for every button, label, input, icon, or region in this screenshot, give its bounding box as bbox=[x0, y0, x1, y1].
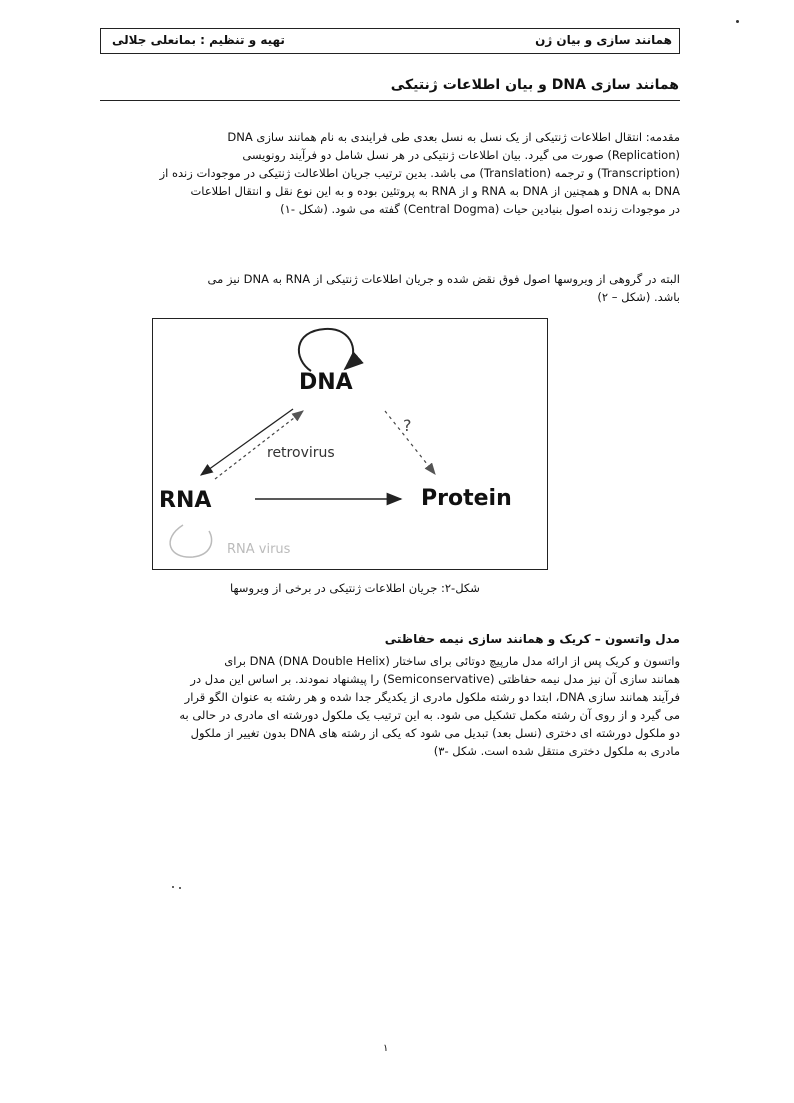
section-line: مادری به ملکول دختری منتقل شده است. شکل -۳) bbox=[433, 744, 680, 758]
intro-line: DNA به DNA و همچنین از DNA به RNA و از RNA به پروتئین بوده و به این نوع نقل و انتقال اطلاعات bbox=[190, 184, 680, 198]
section-line: دو ملکول دورشته ای دختری (نسل بعد) تبدیل می شود که یکی از رشته های DNA بدون تغییر از ملکول bbox=[190, 726, 680, 740]
rna-label: RNA bbox=[159, 488, 212, 513]
section-line: همانند سازی آن نیز مدل نیمه حفاظتی (Semiconservative) را پیشنهاد نمودند. بر اساس این مدل در bbox=[190, 672, 680, 686]
rna-virus-label: RNA virus bbox=[227, 542, 291, 557]
header-author: تهیه و تنظیم : بمانعلی جلالی bbox=[112, 33, 285, 47]
header-topic: همانند سازی و بیان ژن bbox=[535, 33, 672, 47]
dna-label: DNA bbox=[299, 370, 353, 395]
section-line: می گیرد و از روی آن رشته مکمل تشکیل می شود. به این ترتیب یک ملکول دورشته ای مادری در حالی به bbox=[179, 708, 680, 722]
section-line: فرآیند همانند سازی DNA، ابتدا دو رشته ملکول مادری از یکدیگر جدا شده و هر رشته به عنوان الگو قرار bbox=[184, 690, 680, 704]
scan-speck bbox=[172, 886, 174, 888]
protein-label: Protein bbox=[421, 486, 512, 511]
note-line: البته در گروهی از ویروسها اصول فوق نقض شده و جریان اطلاعات ژنتیکی از RNA به DNA نیز می bbox=[207, 272, 680, 286]
section-heading: مدل واتسون – کریک و همانند سازی نیمه حفاظتی bbox=[384, 632, 680, 646]
figure-caption: شکل-۲: جریان اطلاعات ژنتیکی در برخی از ویروسها bbox=[230, 581, 480, 595]
intro-line: (Transcription) و ترجمه (Translation) می باشد. بدین ترتیب جریان اطلاعالت ژنتیکی در موجودات زنده از bbox=[159, 166, 680, 180]
question-mark: ? bbox=[403, 416, 412, 435]
page-number: ۱ bbox=[383, 1043, 389, 1054]
section-paragraph bbox=[114, 652, 680, 760]
note-line: باشد. (شکل – ۲) bbox=[597, 290, 680, 304]
intro-line: در موجودات زنده اصول بنیادین حیات (Central Dogma) گفته می شود. (شکل -۱) bbox=[280, 202, 680, 216]
dna-replication-loop bbox=[299, 329, 353, 371]
title-divider bbox=[100, 100, 680, 101]
section-line: واتسون و کریک پس از ارائه مدل مارپیچ دوتائی برای ساختار DNA (DNA Double Helix) برای bbox=[224, 654, 680, 668]
note-paragraph bbox=[124, 270, 680, 306]
genetic-flow-diagram bbox=[153, 319, 546, 568]
rna-replication-loop bbox=[170, 525, 211, 557]
intro-paragraph bbox=[124, 128, 680, 218]
transcription-arrow bbox=[201, 409, 293, 475]
scan-speck bbox=[736, 20, 739, 23]
figure-frame bbox=[152, 318, 548, 570]
page-title: همانند سازی DNA و بیان اطلاعات ژنتیکی bbox=[390, 77, 679, 93]
retrovirus-label: retrovirus bbox=[267, 445, 335, 461]
intro-line: (Replication) صورت می گیرد. بیان اطلاعات ژنتیکی در هر نسل شامل دو فرآیند رونویسی bbox=[242, 148, 680, 162]
scan-speck bbox=[179, 887, 181, 889]
intro-line: مقدمه: انتقال اطلاعات ژنتیکی از یک نسل به نسل بعدی طی فرایندی به نام همانند سازی DNA bbox=[227, 130, 680, 144]
